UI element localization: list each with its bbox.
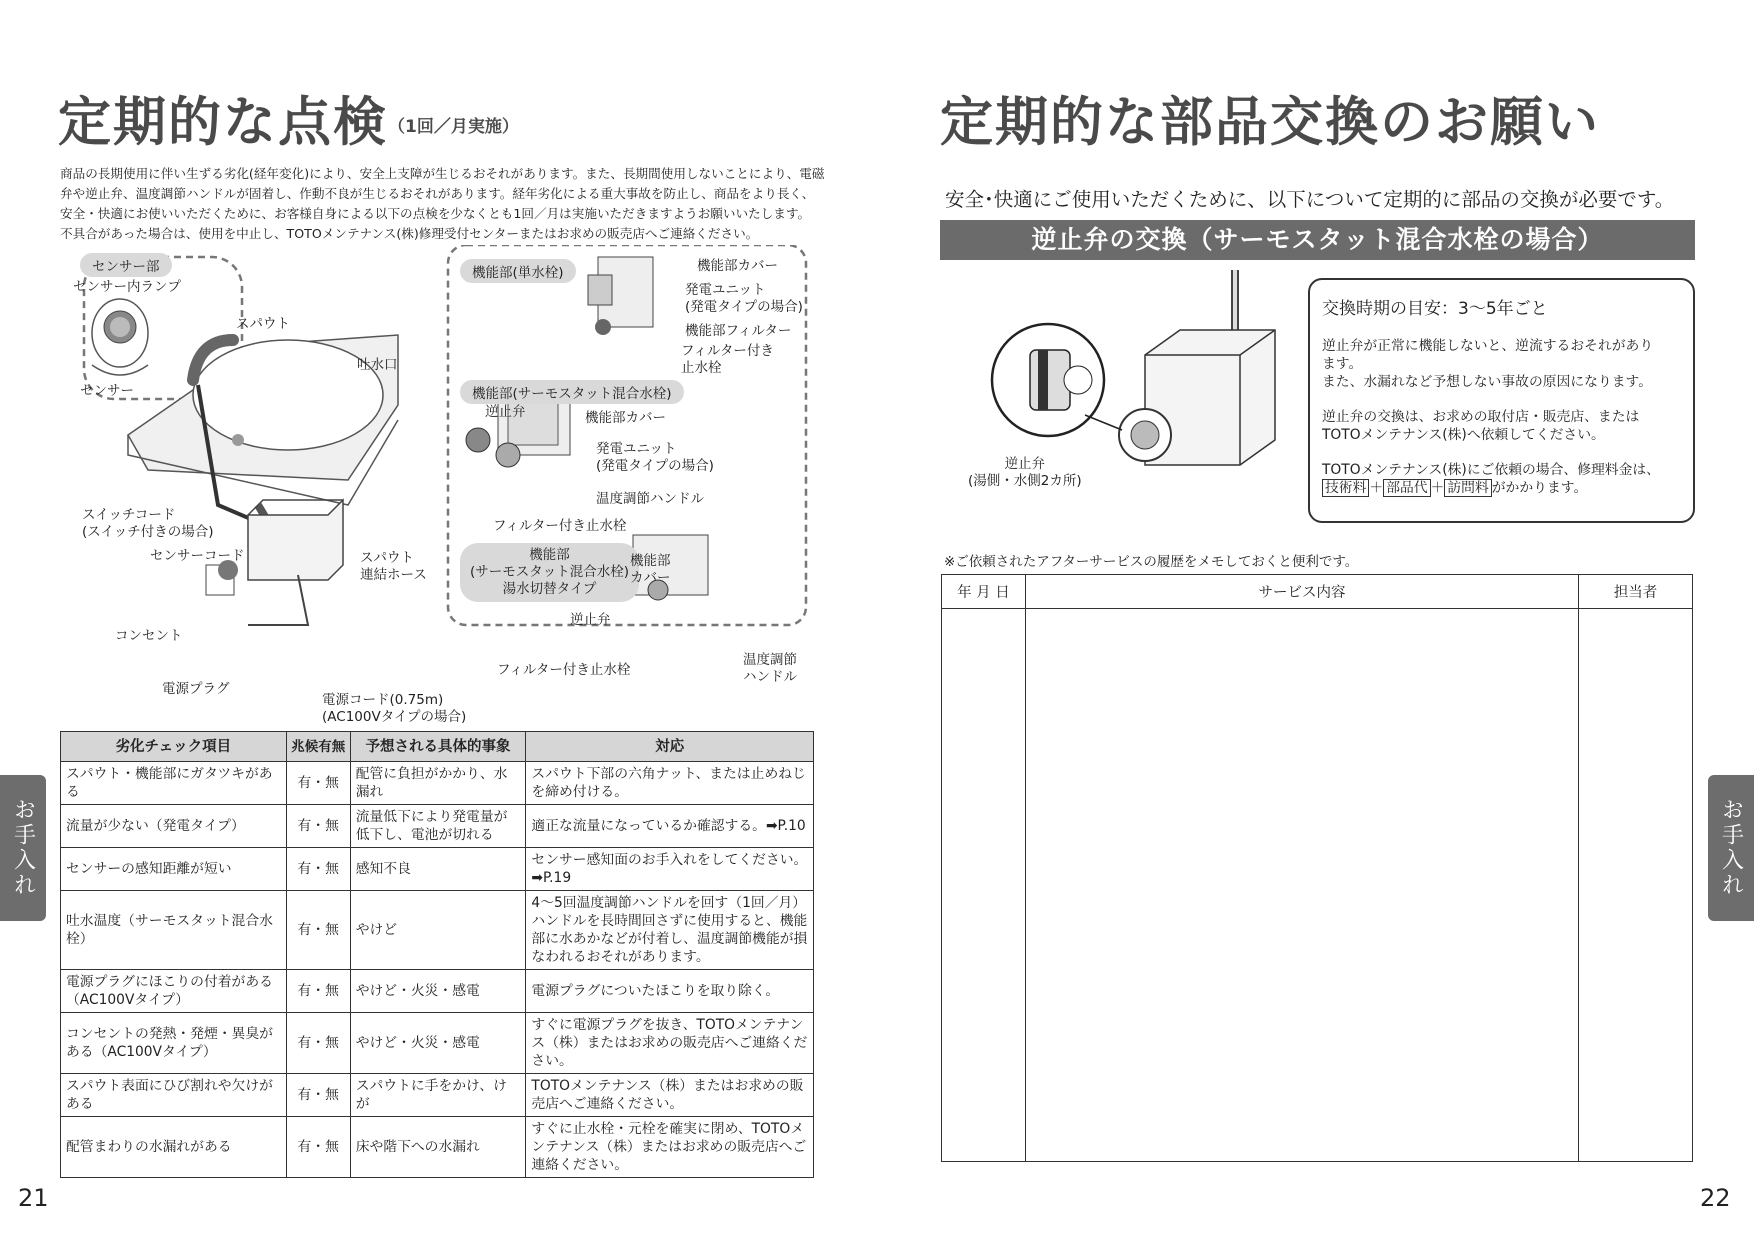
section-heading-bar: 逆止弁の交換（サーモスタット混合水栓の場合）: [940, 220, 1695, 260]
table-row: [61, 1074, 814, 1117]
countermeasure: センサー感知面のお手入れをしてください。➡P.19: [526, 848, 814, 891]
check-item: 流量が少ない（発電タイプ）: [61, 805, 287, 848]
sensor-lamp-label: センサー内ランプ: [73, 279, 181, 295]
faucet-diagram: [58, 245, 818, 725]
countermeasure: スパウト下部の六角ナット、または止めねじを締め付ける。: [526, 762, 814, 805]
info-title: 交換時期の目安：3～5年ごと: [1322, 299, 1548, 319]
intro-line: 弁や逆止弁、温度調節ハンドルが固着し、作動不良が生じるおそれがあります。経年劣化による重大事故を防止し、商品をより長く、: [60, 186, 815, 201]
unit-filter-label: 機能部フィルター: [685, 323, 792, 339]
intro-paragraph: [60, 164, 825, 244]
countermeasure: TOTOメンテナンス（株）またはお求めの販売店へご連絡ください。: [526, 1074, 814, 1117]
expected-event: 床や階下への水漏れ: [350, 1117, 526, 1178]
table-row: [61, 805, 814, 848]
page-number: 22: [1700, 1184, 1731, 1212]
filter-stop3-label: フィルター付き止水栓: [497, 662, 631, 678]
replacement-info-box: [1308, 278, 1695, 523]
fee-visit: 訪問料: [1444, 479, 1491, 497]
page-title: 定期的な点検: [58, 92, 388, 153]
spout-hose-label: スパウト 連結ホース: [360, 550, 427, 583]
intro-line: 安全・快適にお使いいただくために、お客様自身による以下の点検を少なくとも1回／月は実施いただきますようお願いいたします。: [60, 206, 811, 221]
column-header: 担当者: [1579, 575, 1693, 609]
intro-line: 商品の長期使用に伴い生ずる劣化(経年変化)により、安全上支障が生じるおそれがあります。また、長期間使用しないことにより、電磁: [60, 166, 825, 181]
column-header: 年 月 日: [942, 575, 1026, 609]
filter-stop2-label: フィルター付き止水栓: [493, 518, 627, 534]
intro-line: 不具合があった場合は、使用を中止し、TOTOメンテナンス(株)修理受付センターまたはお求めの販売店へご連絡ください。: [60, 226, 759, 241]
countermeasure: すぐに止水栓・元栓を確実に閉め、TOTOメンテナンス（株）またはお求めの販売店へご連絡ください。: [526, 1117, 814, 1178]
table-header-row: [61, 732, 814, 762]
generator-label: 発電ユニット (発電タイプの場合): [685, 282, 803, 315]
table-row: [61, 762, 814, 805]
side-tab-care: お手入れ: [1708, 775, 1754, 921]
sign-presence: 有・無: [286, 762, 350, 805]
table-row: [61, 1117, 814, 1178]
info-paragraph: 逆止弁の交換は、お求めの取付店・販売店、または TOTOメンテナンス(株)へ依頼してください。: [1322, 409, 1640, 443]
sign-presence: 有・無: [286, 970, 350, 1013]
sign-presence: 有・無: [286, 1074, 350, 1117]
service-history-table: [941, 574, 1693, 1162]
expected-event: スパウトに手をかけ、けが: [350, 1074, 526, 1117]
sensor-section-label: センサー部: [80, 253, 172, 277]
staff-cell[interactable]: [1579, 609, 1693, 1162]
check-item: 吐水温度（サーモスタット混合水栓）: [61, 891, 287, 970]
check-item: スパウト表面にひび割れや欠けがある: [61, 1074, 287, 1117]
expected-event: 感知不良: [350, 848, 526, 891]
unit-cover3-label: 機能部 カバー: [630, 553, 671, 586]
expected-event: 配管に負担がかかり、水漏れ: [350, 762, 526, 805]
table-row: [61, 848, 814, 891]
unit-thermo-label: 機能部(サーモスタット混合水栓): [460, 380, 684, 404]
sign-presence: 有・無: [286, 805, 350, 848]
info-paragraph: TOTOメンテナンス(株)にご依頼の場合、修理料金は、 技術料 ＋ 部品代 ＋ 訪問料 がかかります。: [1322, 462, 1660, 496]
unit-cover-label: 機能部カバー: [697, 258, 778, 274]
check-item: センサーの感知距離が短い: [61, 848, 287, 891]
unit-cover2-label: 機能部カバー: [585, 410, 666, 426]
column-header: サービス内容: [1025, 575, 1578, 609]
memo-note: ※ご依頼されたアフターサービスの履歴をメモしておくと便利です。: [944, 554, 1359, 570]
check-item: 電源プラグにほこりの付着がある（AC100Vタイプ）: [61, 970, 287, 1013]
inspection-table: [60, 731, 814, 1178]
table-row: [61, 891, 814, 970]
fee-technical: 技術料: [1322, 479, 1369, 497]
switch-cord-label: スイッチコード (スイッチ付きの場合): [82, 507, 214, 540]
check-item: コンセントの発熱・発煙・異臭がある（AC100Vタイプ）: [61, 1013, 287, 1074]
table-row[interactable]: [942, 609, 1693, 1162]
column-header: 兆候有無: [286, 732, 350, 762]
check-valve-label: 逆止弁: [485, 404, 526, 420]
check-item: 配管まわりの水漏れがある: [61, 1117, 287, 1178]
outlet-socket-label: コンセント: [115, 628, 183, 644]
sign-presence: 有・無: [286, 1013, 350, 1074]
expected-event: 流量低下により発電量が低下し、電池が切れる: [350, 805, 526, 848]
check-valve3-label: 逆止弁: [570, 612, 611, 628]
service-content-cell[interactable]: [1025, 609, 1578, 1162]
unit-single-label: 機能部(単水栓): [460, 259, 576, 283]
info-paragraph: 逆止弁が正常に機能しないと、逆流するおそれがあり ます。 また、水漏れなど予想しない事故の原因になります。: [1322, 338, 1654, 390]
table-header-row: [942, 575, 1693, 609]
power-cord-label: 電源コード(0.75m) (AC100Vタイプの場合): [322, 692, 467, 725]
column-header: 対応: [526, 732, 814, 762]
side-tab-care: お手入れ: [0, 775, 46, 921]
fee-parts: 部品代: [1383, 479, 1430, 497]
column-header: 劣化チェック項目: [61, 732, 287, 762]
date-cell[interactable]: [942, 609, 1026, 1162]
generator2-label: 発電ユニット (発電タイプの場合): [596, 441, 714, 474]
lead-text: 安全･快適にご使用いただくために、以下について定期的に部品の交換が必要です。: [945, 188, 1675, 211]
page-title-subtitle: （1回／月実施）: [388, 117, 519, 137]
temp-handle3-label: 温度調節 ハンドル: [743, 652, 797, 685]
table-row: [61, 970, 814, 1013]
sensor-cord-label: センサーコード: [150, 548, 245, 564]
sign-presence: 有・無: [286, 848, 350, 891]
table-row: [61, 1013, 814, 1074]
sensor-label: センサー: [80, 383, 134, 399]
spout-label: スパウト: [236, 316, 290, 332]
expected-event: やけど・火災・感電: [350, 1013, 526, 1074]
countermeasure: 4～5回温度調節ハンドルを回す（1回／月）ハンドルを長時間回さずに使用すると、機能部に水あかなどが付着し、温度調節機能が損なわれるおそれがあります。: [526, 891, 814, 970]
expected-event: やけど: [350, 891, 526, 970]
column-header: 予想される具体的事象: [350, 732, 526, 762]
page-number: 21: [18, 1184, 49, 1212]
filter-stop-label: フィルター付き 止水栓: [681, 343, 774, 376]
outlet-label: 吐水口: [357, 357, 398, 373]
expected-event: やけど・火災・感電: [350, 970, 526, 1013]
page-title: 定期的な部品交換のお願い: [940, 92, 1600, 153]
power-plug-label: 電源プラグ: [162, 681, 230, 697]
countermeasure: 電源プラグについたほこりを取り除く。: [526, 970, 814, 1013]
countermeasure: 適正な流量になっているか確認する。➡P.10: [526, 805, 814, 848]
temp-handle-label: 温度調節ハンドル: [596, 491, 704, 507]
sign-presence: 有・無: [286, 1117, 350, 1178]
unit-thermo-switch-label: 機能部 (サーモスタット混合水栓) 湯水切替タイプ: [460, 543, 639, 602]
check-item: スパウト・機能部にガタツキがある: [61, 762, 287, 805]
countermeasure: すぐに電源プラグを抜き、TOTOメンテナンス（株）またはお求めの販売店へご連絡ください。: [526, 1013, 814, 1074]
sign-presence: 有・無: [286, 891, 350, 970]
check-valve-caption: 逆止弁 (湯側・水側2カ所): [968, 456, 1082, 489]
